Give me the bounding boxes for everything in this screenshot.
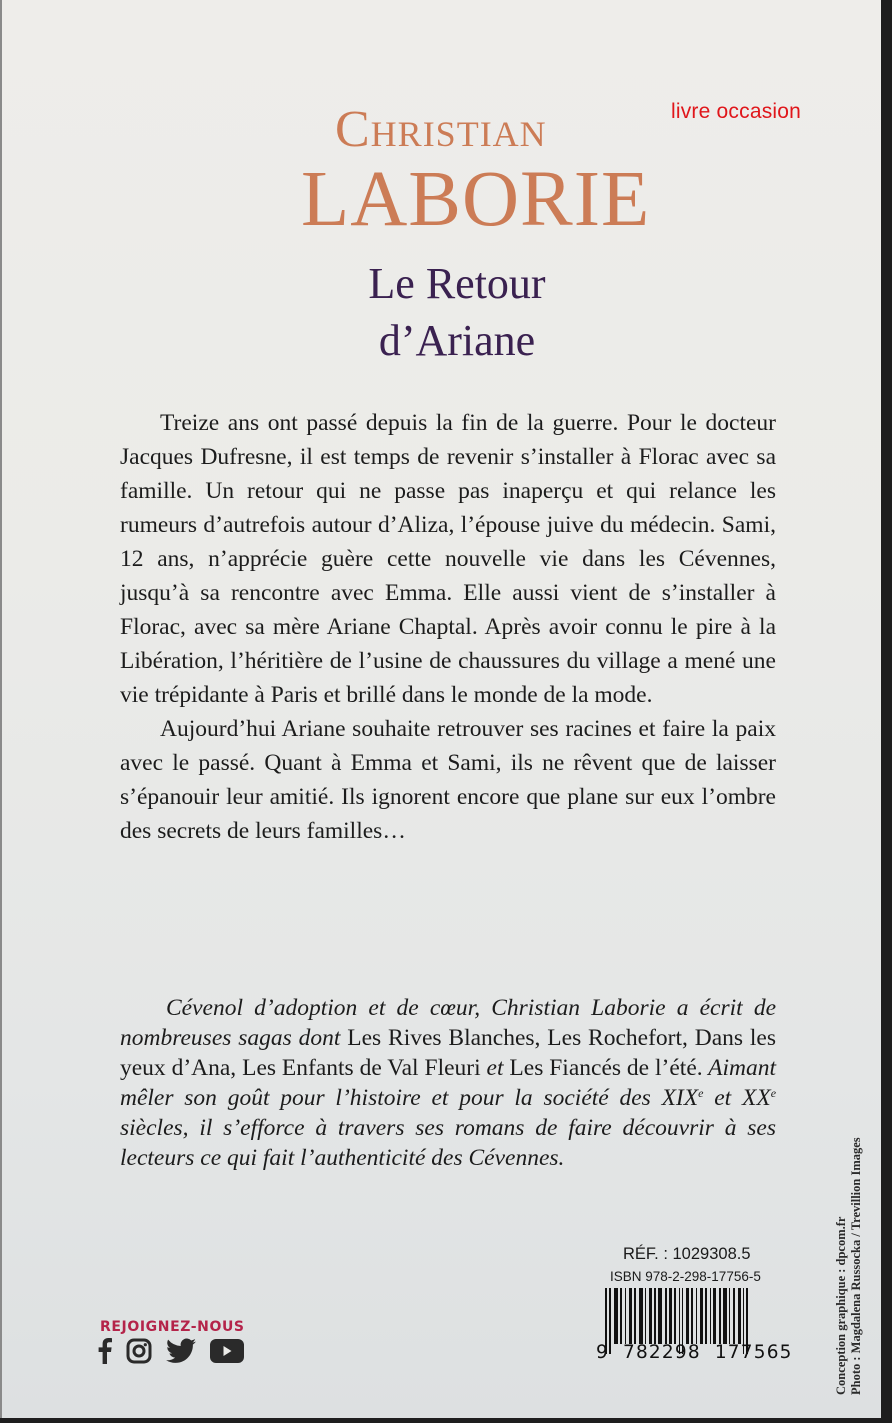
bio-text: siècles, il s’efforce à travers ses romans de faire découvrir à ses lecteurs ce qui fait l’authenticité des Cévennes. — [120, 1115, 776, 1171]
bio-superscript: e — [770, 1086, 777, 1100]
barcode-right-digits: 177565 — [714, 1342, 793, 1363]
twitter-icon[interactable] — [166, 1338, 196, 1364]
author-first-name: Christian — [335, 101, 547, 158]
used-book-label: livre occasion — [671, 100, 802, 123]
facebook-icon[interactable] — [98, 1338, 112, 1364]
youtube-icon[interactable] — [210, 1338, 244, 1364]
bio-book-title: Les Fiancés de l’été. — [509, 1055, 703, 1081]
reference-number: RÉF. : 1029308.5 — [623, 1245, 751, 1263]
credit-design: Conception graphique : dpcom.fr — [834, 1216, 848, 1395]
isbn: ISBN 978-2-298-17756-5 — [610, 1269, 761, 1284]
bio-text: Cévenol d’adoption et de cœur, Christian Laborie a écrit de nombreuses sagas dont — [120, 995, 776, 1051]
social-heading: REJOIGNEZ-NOUS — [100, 1319, 245, 1335]
barcode-left-digits: 782298 — [622, 1342, 701, 1363]
instagram-icon[interactable] — [126, 1338, 152, 1364]
bio-text: et — [480, 1055, 510, 1081]
book-title-line-1: Le Retour — [368, 259, 546, 308]
credit-photo: Photo : Magdalena Russocka / Trevillion Images — [849, 1137, 863, 1395]
author-last-name: LABORIE — [301, 156, 651, 243]
barcode-first-digit: 9 — [596, 1342, 609, 1363]
bio-text: et XX — [703, 1085, 771, 1111]
synopsis-paragraph-2: Aujourd’hui Ariane souhaite retrouver ses racines et faire la paix avec le passé. Quant à Emma et Sami, ils ne rêvent que de laisser s’épanouir leur amitié. Ils ignorent encore que plane sur eux l’ombre des secrets de leurs familles… — [120, 716, 776, 844]
book-title — [302, 255, 612, 369]
bio-book-titles: Les Rives Blanches, Les Rochefort, Dans les yeux d’Ana, Les Enfants de Val Fleuri — [120, 1025, 776, 1081]
barcode-digits — [596, 1342, 793, 1363]
social-icons — [98, 1338, 244, 1364]
bio-superscript: e — [698, 1086, 704, 1100]
bio-text: Aimant mêler son goût pour l’histoire et pour la société des XIX — [120, 1055, 777, 1111]
book-title-line-2: d’Ariane — [378, 316, 536, 365]
credits — [834, 1137, 864, 1395]
synopsis — [120, 406, 776, 848]
author-bio — [120, 993, 776, 1173]
synopsis-paragraph-1: Treize ans ont passé depuis la fin de la guerre. Pour le docteur Jacques Dufresne, il est temps de revenir s’installer à Florac avec sa famille. Un retour qui ne passe pas inaperçu et qui relance les rumeurs d’autrefois autour d’Aliza, l’épouse juive du médecin. Sami, 12 ans, n’apprécie guère cette nouvelle vie dans les Cévennes, jusqu’à sa rencontre avec Emma. Elle aussi vient de s’installer à Florac, avec sa mère Ariane Chaptal. Après avoir connu le pire à la Libération, l’héritière de l’usine de chaussures du village a mené une vie trépidante à Paris et brillé dans le monde de la mode. — [120, 410, 776, 708]
